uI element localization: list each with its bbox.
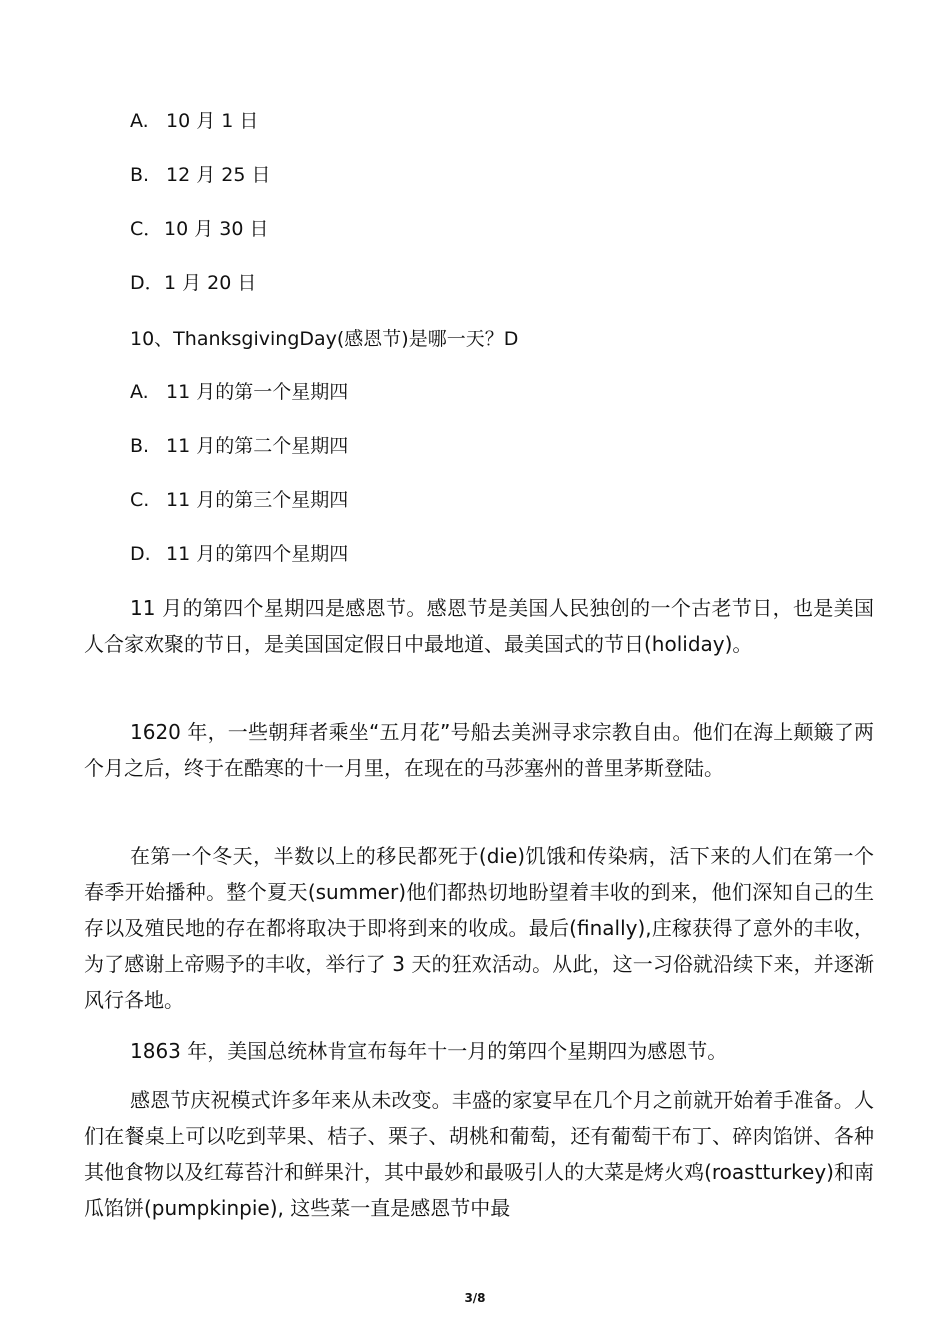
page-number: 3/8	[464, 1291, 486, 1305]
paragraph: 感恩节庆祝模式许多年来从未改变。丰盛的家宴早在几个月之前就开始着手准备。人们在餐桌上可以吃到苹果、桔子、栗子、胡桃和葡萄，还有葡萄干布丁、碎肉馅饼、各种其他食物以及红莓苔汁和鲜果汁，其中最妙和最吸引人的大菜是烤火鸡(roastturkey)和南瓜馅饼(pumpkinpie), 这些菜一直是感恩节中最	[84, 1088, 874, 1220]
option-letter: B.	[130, 435, 150, 457]
paragraph: 1863 年，美国总统林肯宣布每年十一月的第四个星期四为感恩节。	[130, 1039, 728, 1063]
option-text: 11 月的第三个星期四	[166, 489, 349, 511]
option-letter: C.	[130, 489, 150, 511]
option-letter: B.	[130, 164, 150, 186]
option-c	[130, 217, 268, 241]
option-letter: A.	[130, 381, 149, 403]
question-10: 10、ThanksgivingDay(感恩节)是哪一天？D	[130, 328, 519, 350]
paragraph: 1620 年，一些朝拜者乘坐“五月花”号船去美洲寻求宗教自由。他们在海上颠簸了两个月之后，终于在酷寒的十一月里，在现在的马莎塞州的普里茅斯登陆。	[84, 720, 874, 780]
option-b	[130, 163, 270, 187]
option-c	[130, 488, 348, 512]
option-a	[130, 380, 348, 404]
option-text: 10 月 30 日	[164, 218, 269, 240]
option-text: 12 月 25 日	[166, 164, 271, 186]
option-text: 11 月的第二个星期四	[166, 435, 349, 457]
paragraph: 11 月的第四个星期四是感恩节。感恩节是美国人民独创的一个古老节日，也是美国人合家欢聚的节日，是美国国定假日中最地道、最美国式的节日(holiday)。	[84, 596, 874, 656]
option-letter: C．	[130, 218, 163, 240]
option-letter: D.	[130, 543, 151, 565]
option-text: 11 月的第四个星期四	[166, 543, 349, 565]
option-a	[130, 109, 258, 133]
option-d	[130, 542, 348, 566]
option-letter: A.	[130, 110, 149, 132]
paragraph: 在第一个冬天，半数以上的移民都死于(die)饥饿和传染病，活下来的人们在第一个春季开始播种。整个夏天(summer)他们都热切地盼望着丰收的到来，他们深知自己的生存以及殖民地的存在都将取决于即将到来的收成。最后(finally),庄稼获得了意外的丰收，为了感谢上帝赐予的丰收，举行了 3 天的狂欢活动。从此，这一习俗就沿续下来，并逐渐风行各地。	[84, 844, 874, 1012]
option-text: 1 月 20 日	[164, 272, 257, 294]
option-b	[130, 434, 348, 458]
option-letter: D．	[130, 272, 164, 294]
option-d	[130, 271, 256, 295]
option-text: 10 月 1 日	[166, 110, 259, 132]
option-text: 11 月的第一个星期四	[166, 381, 349, 403]
